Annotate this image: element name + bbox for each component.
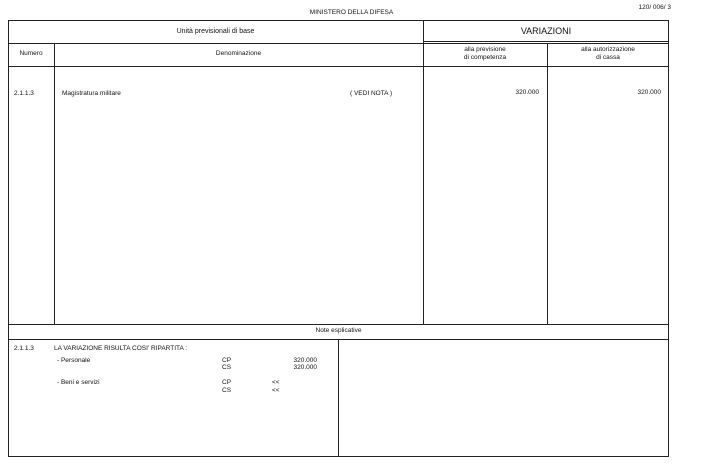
column-header-cassa-line2: di cassa xyxy=(596,54,620,62)
column-header-previsione-line1: alla previsione xyxy=(464,46,506,53)
column-header-previsione xyxy=(423,46,547,62)
row-numero: 2.1.1.3 xyxy=(14,90,34,97)
notes-line-value: 320.000 xyxy=(293,357,317,364)
notes-line-value: << xyxy=(272,379,280,386)
column-header-numero: Numero xyxy=(19,50,43,57)
notes-line-code: CS xyxy=(222,387,232,394)
column-header-previsione-line2: di competenza xyxy=(463,54,507,62)
notes-line-code: CP xyxy=(222,379,232,386)
row-denominazione: Magistratura militare xyxy=(62,90,121,97)
upb-title: Unità previsionali di base xyxy=(176,28,255,35)
column-header-cassa-line1: alla autorizzazione xyxy=(581,46,635,53)
column-header-cassa xyxy=(547,46,669,62)
row-cassa-value: 320.000 xyxy=(637,89,661,96)
notes-line-code: CS xyxy=(222,364,232,371)
notes-title: Note esplicative xyxy=(315,327,362,334)
notes-numero: 2.1.1.3 xyxy=(14,345,34,352)
variazioni-title: VARIAZIONI xyxy=(520,26,572,36)
notes-line-code: CP xyxy=(222,357,232,364)
row-previsione-value: 320.000 xyxy=(515,89,539,96)
notes-line-label: - Beni e servizi xyxy=(57,379,100,386)
notes-line-value: << xyxy=(272,387,280,394)
notes-line-label: - Personale xyxy=(57,357,91,364)
notes-heading: LA VARIAZIONE RISULTA COSI' RIPARTITA : xyxy=(54,345,188,352)
row-nota-reference: ( VEDI NOTA ) xyxy=(350,90,393,97)
ministry-title: MINISTERO DELLA DIFESA xyxy=(309,9,394,16)
column-header-denominazione: Denominazione xyxy=(215,50,262,57)
notes-line-value: 320.000 xyxy=(293,364,317,371)
page-reference: 120/ 006/ 3 xyxy=(638,4,671,11)
